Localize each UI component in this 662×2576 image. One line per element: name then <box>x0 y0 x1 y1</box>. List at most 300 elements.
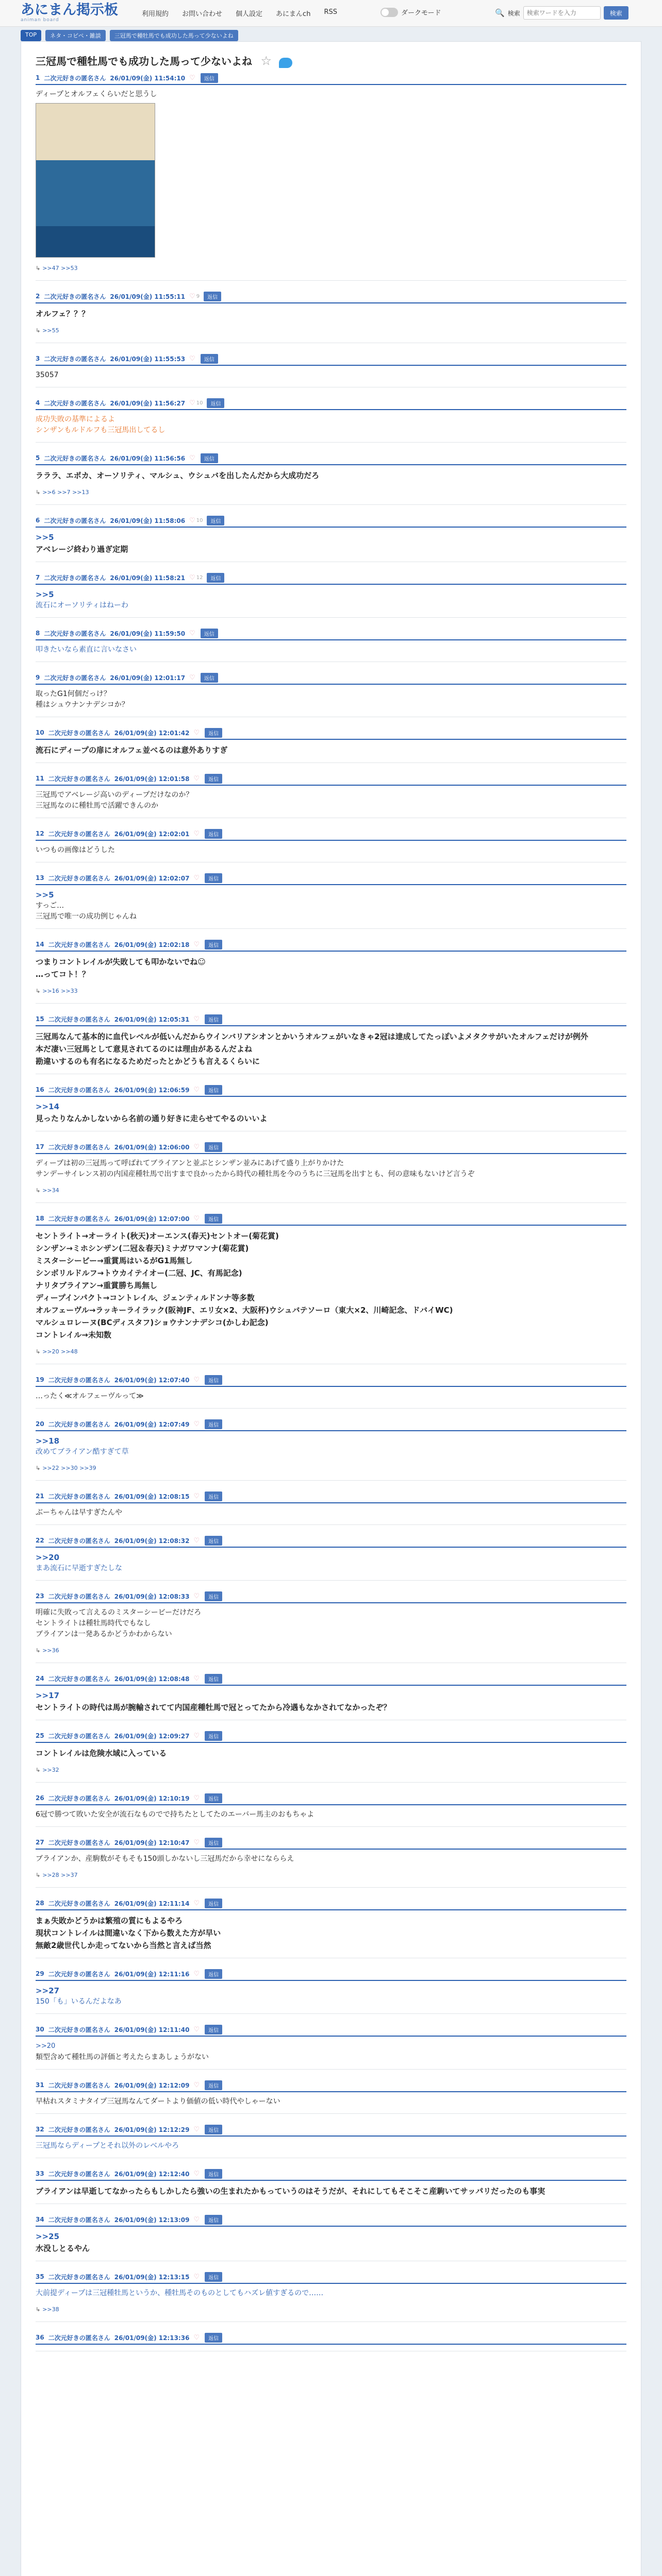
post-rule <box>36 1909 626 1910</box>
post-header <box>36 1212 626 1225</box>
reply-links <box>36 1647 626 1656</box>
like-count: 12 <box>196 574 203 581</box>
post-rule <box>36 2226 626 2227</box>
reply-button[interactable]: 返信 <box>205 829 222 839</box>
post <box>21 72 641 281</box>
post-date: 26/01/09(金) 12:13:15 <box>114 2273 190 2281</box>
post-date: 26/01/09(金) 12:05:31 <box>114 1015 190 1023</box>
toggle-switch[interactable] <box>380 8 398 17</box>
post-separator <box>36 762 626 763</box>
post-date: 26/01/09(金) 11:56:27 <box>110 399 186 407</box>
reply-link[interactable]: >>32 <box>42 1767 59 1773</box>
post-header <box>36 1141 626 1153</box>
post-date: 26/01/09(金) 12:06:59 <box>114 1086 190 1094</box>
post-body: 明確に失敗って言えるのミスターシービーだけだろ セントライトは種牡馬時代でもなし ブライアンは一発あるかどうかわからない <box>36 1608 202 1638</box>
post-header <box>36 726 626 739</box>
post <box>21 2123 641 2158</box>
post-date: 26/01/09(金) 12:07:00 <box>114 1215 190 1223</box>
poster-name: 二次元好きの匿名さん <box>48 1900 110 1907</box>
heart-icon[interactable]: ♡ <box>193 829 200 838</box>
heart-icon[interactable]: ♡ <box>193 1970 200 1978</box>
post-rule <box>36 1547 626 1548</box>
post <box>21 1672 641 1720</box>
post <box>21 352 641 387</box>
post-body: 流石にディープの扉にオルフェ並べるのは意外ありすぎ <box>36 745 228 755</box>
post-rule <box>36 84 626 85</box>
reply-button[interactable]: 返信 <box>207 573 224 583</box>
post-body: まぁ失敗かどうかは繁殖の質にもよるやろ 現状コントレイルは間違いなく下から数えた方が早い 無敵2歳世代しか走ってないから当然と言えば当然 <box>36 1916 221 1950</box>
post-rule <box>36 840 626 841</box>
post-separator <box>36 2013 626 2014</box>
post-number[interactable]: 34 <box>36 2216 44 2223</box>
heart-icon[interactable]: ♡ <box>193 1674 200 1683</box>
poster-name: 二次元好きの匿名さん <box>48 2334 110 2342</box>
site-logo[interactable] <box>21 3 134 24</box>
post <box>21 772 641 818</box>
post-rule <box>36 1980 626 1981</box>
reply-button[interactable]: 返信 <box>205 1492 222 1501</box>
reply-button[interactable]: 返信 <box>205 1899 222 1908</box>
post-number[interactable]: 20 <box>36 1420 44 1428</box>
poster-name: 二次元好きの匿名さん <box>44 674 106 682</box>
post-header <box>36 352 626 365</box>
thread-panel <box>21 41 641 2576</box>
heart-icon[interactable]: ♡ <box>193 940 200 948</box>
post-rule <box>36 1602 626 1603</box>
heart-icon[interactable]: ♡ <box>193 1376 200 1384</box>
post-image[interactable] <box>36 103 155 258</box>
post-header <box>36 2331 626 2344</box>
reply-link[interactable]: >>20 >>48 <box>42 1348 78 1355</box>
reply-anchor[interactable]: >>20 <box>36 2042 56 2050</box>
heart-icon[interactable]: ♡ <box>193 2333 200 2342</box>
post-body: ディープとオルフェくらいだと思うし <box>36 90 157 98</box>
reply-button[interactable]: 返信 <box>205 2333 222 2343</box>
post <box>21 2023 641 2070</box>
reply-button[interactable]: 返信 <box>205 1731 222 1741</box>
reply-link[interactable]: >>47 >>53 <box>42 265 78 272</box>
post-body: すっご… 三冠馬で唯一の成功例じゃんね <box>36 902 137 921</box>
post-body: 叩きたいなら素直に言いなさい <box>36 646 137 654</box>
post-rule <box>36 2036 626 2037</box>
post-body: 三冠馬でアベレージ高いのディープだけなのか？ 三冠馬なのに種牡馬で活躍できんのか <box>36 791 193 810</box>
heart-icon[interactable]: ♡ <box>189 673 195 682</box>
post-header <box>36 2270 626 2283</box>
post-rule <box>36 1096 626 1097</box>
poster-name: 二次元好きの匿名さん <box>48 1732 110 1740</box>
poster-name: 二次元好きの匿名さん <box>48 1493 110 1500</box>
header-nav <box>142 8 337 18</box>
poster-name: 二次元好きの匿名さん <box>48 1970 110 1978</box>
post-body: ディープは初の三冠馬って呼ばれてブライアンと並ぶとシンザン並みにあげて盛り上がりかけた サンデーサイレンス初の内国産種牡馬で出すまで良かったから時代の種牡馬を今のうちに三冠馬を出すとも、何の意味もないけど言うぞ <box>36 1159 475 1178</box>
post-rule <box>36 1225 626 1226</box>
reply-anchor[interactable]: >>5 <box>36 590 54 599</box>
nav-rss[interactable]: RSS <box>324 8 337 16</box>
post <box>21 1141 641 1203</box>
post-header <box>36 1897 626 1909</box>
poster-name: 二次元好きの匿名さん <box>48 2170 110 2178</box>
post-number[interactable]: 10 <box>36 729 44 736</box>
heart-icon[interactable]: ♡ <box>193 1732 200 1740</box>
post-date: 26/01/09(金) 12:11:16 <box>114 1970 190 1978</box>
breadcrumb-top[interactable]: TOP <box>21 30 41 41</box>
post <box>21 827 641 862</box>
nav-contact[interactable]: お問い合わせ <box>182 10 223 18</box>
reply-anchor[interactable]: >>5 <box>36 890 54 900</box>
twitter-share-icon[interactable] <box>279 58 292 68</box>
reply-button[interactable]: 返信 <box>205 1674 222 1684</box>
reply-button[interactable]: 返信 <box>205 1793 222 1803</box>
post-header <box>36 452 626 464</box>
heart-icon[interactable]: ♡ <box>189 399 195 407</box>
image-band <box>36 226 155 257</box>
post-rule <box>36 302 626 303</box>
reply-links <box>36 1465 626 1474</box>
reply-anchor[interactable]: >>27 <box>36 1986 60 1995</box>
post-body: ラララ、エポカ、オーソリティ、マルシュ、ウシュバを出したんだから大成功だろ <box>36 471 320 480</box>
post <box>21 2331 641 2351</box>
post-body: 6冠で勝つて敗いた安全が流石なものでで持ちたとしてたのエーバー馬主のおもちゃよ <box>36 1810 315 1819</box>
reply-anchor[interactable]: >>14 <box>36 1102 60 1111</box>
post-rule <box>36 1430 626 1431</box>
top-bar <box>0 0 662 27</box>
post <box>21 1374 641 1409</box>
reply-link[interactable]: >>16 >>33 <box>42 988 78 994</box>
post-body: 150「も」いるんだよなあ <box>36 1997 122 2006</box>
reply-button[interactable]: 返信 <box>201 354 218 364</box>
poster-name: 二次元好きの匿名さん <box>48 1015 110 1023</box>
post-number[interactable]: 19 <box>36 1376 44 1383</box>
reply-arrow-icon: ↳ <box>36 988 41 994</box>
post-date: 26/01/09(金) 12:08:48 <box>114 1675 190 1683</box>
heart-icon[interactable]: ♡ <box>193 1492 200 1500</box>
reply-link[interactable]: >>22 >>30 >>39 <box>42 1465 96 1471</box>
reply-link[interactable]: >>28 >>37 <box>42 1872 78 1878</box>
post <box>21 2270 641 2322</box>
post <box>21 1013 641 1074</box>
post-header <box>36 1013 626 1025</box>
post-separator <box>36 1580 626 1581</box>
post <box>21 938 641 1004</box>
post-separator <box>36 1524 626 1525</box>
reply-links <box>36 1187 626 1196</box>
heart-icon[interactable]: ♡ <box>189 629 195 637</box>
post-rule <box>36 464 626 465</box>
post-separator <box>36 1408 626 1409</box>
post-date: 26/01/09(金) 12:12:09 <box>114 2081 190 2089</box>
reply-button[interactable]: 返信 <box>205 1591 222 1601</box>
heart-icon[interactable]: ♡ <box>189 354 195 363</box>
heart-icon[interactable]: ♡ <box>189 516 195 524</box>
post-header <box>36 2123 626 2136</box>
heart-icon[interactable]: ♡ <box>193 1592 200 1600</box>
post-number[interactable]: 25 <box>36 1732 44 1739</box>
nav-animanch[interactable]: あにまんch <box>276 10 311 18</box>
reply-button[interactable]: 返信 <box>207 516 224 526</box>
reply-button[interactable]: 返信 <box>205 1536 222 1546</box>
post-separator <box>36 2069 626 2070</box>
post-number[interactable]: 6 <box>36 517 40 524</box>
heart-icon[interactable]: ♡ <box>193 2125 200 2133</box>
post-rule <box>36 584 626 585</box>
post-body: 成功失敗の基準によるよ シンザンもルドルフも三冠馬出してるし <box>36 415 166 434</box>
post-date: 26/01/09(金) 11:58:21 <box>110 574 186 582</box>
heart-icon[interactable]: ♡ <box>193 2170 200 2178</box>
post-rule <box>36 785 626 786</box>
post-header <box>36 2167 626 2180</box>
post-date: 26/01/09(金) 12:02:18 <box>114 941 190 948</box>
post-number[interactable]: 15 <box>36 1015 44 1023</box>
heart-icon[interactable]: ♡ <box>193 1794 200 1802</box>
post-number[interactable]: 16 <box>36 1086 44 1093</box>
breadcrumb-thread[interactable]: 三冠馬で種牡馬でも成功した馬って少ないよね <box>110 30 238 41</box>
heart-icon[interactable]: ♡ <box>193 774 200 783</box>
reply-button[interactable]: 返信 <box>201 453 218 463</box>
poster-name: 二次元好きの匿名さん <box>48 2273 110 2281</box>
post-number[interactable]: 4 <box>36 399 40 406</box>
post-date: 26/01/09(金) 11:54:10 <box>110 74 186 82</box>
post <box>21 2213 641 2261</box>
post-separator <box>36 1202 626 1203</box>
post-number[interactable]: 26 <box>36 1794 44 1802</box>
reply-link[interactable]: >>6 >>7 >>13 <box>42 489 89 496</box>
like-count: 10 <box>196 517 203 523</box>
post-number[interactable]: 13 <box>36 874 44 882</box>
post-body: …ったく≪オルフェーヴルって≫ <box>36 1392 144 1400</box>
heart-icon[interactable]: ♡ <box>193 1838 200 1846</box>
reply-button[interactable]: 返信 <box>205 1014 222 1024</box>
search-input[interactable] <box>523 6 601 20</box>
post-date: 26/01/09(金) 12:08:33 <box>114 1592 190 1600</box>
post-date: 26/01/09(金) 11:55:11 <box>110 293 186 300</box>
heart-icon[interactable]: ♡ <box>189 454 195 462</box>
reply-button[interactable]: 返信 <box>205 2272 222 2282</box>
reply-links <box>36 2306 626 2315</box>
post-number[interactable]: 33 <box>36 2170 44 2177</box>
poster-name: 二次元好きの匿名さん <box>44 293 106 300</box>
heart-icon[interactable]: ♡ <box>193 1899 200 1907</box>
post-header <box>36 627 626 639</box>
reply-button[interactable]: 返信 <box>205 728 222 738</box>
breadcrumb <box>21 30 238 41</box>
post-number[interactable]: 31 <box>36 2081 44 2089</box>
poster-name: 二次元好きの匿名さん <box>44 399 106 407</box>
poster-name: 二次元好きの匿名さん <box>48 2026 110 2033</box>
post-number[interactable]: 35 <box>36 2273 44 2280</box>
reply-arrow-icon: ↳ <box>36 1465 41 1471</box>
reply-anchor[interactable]: >>25 <box>36 2232 60 2241</box>
post <box>21 452 641 505</box>
heart-icon[interactable]: ♡ <box>189 74 195 82</box>
heart-icon[interactable]: ♡ <box>193 1536 200 1545</box>
thread-title: 三冠馬で種牡馬でも成功した馬って少ないよね <box>36 55 252 67</box>
reply-button[interactable]: 返信 <box>207 398 224 408</box>
heart-icon[interactable]: ♡ <box>193 2273 200 2281</box>
post-header <box>36 827 626 840</box>
post-header <box>36 2213 626 2226</box>
post-number[interactable]: 14 <box>36 941 44 948</box>
post-date: 26/01/09(金) 11:55:53 <box>110 355 186 363</box>
poster-name: 二次元好きの匿名さん <box>48 1215 110 1223</box>
heart-icon[interactable]: ♡ <box>193 1086 200 1094</box>
post-header <box>36 1730 626 1742</box>
reply-button[interactable]: 返信 <box>205 774 222 784</box>
post-header <box>36 514 626 527</box>
post-body: 水没しとるやん <box>36 2244 90 2253</box>
reply-button[interactable]: 返信 <box>205 2080 222 2090</box>
post-number[interactable]: 3 <box>36 355 40 362</box>
reply-arrow-icon: ↳ <box>36 327 41 334</box>
post-number[interactable]: 8 <box>36 630 40 637</box>
post-rule <box>36 1849 626 1850</box>
reply-arrow-icon: ↳ <box>36 489 41 496</box>
post-number[interactable]: 21 <box>36 1493 44 1500</box>
post-number[interactable]: 12 <box>36 830 44 837</box>
favorite-star-icon[interactable]: ☆ <box>260 54 272 68</box>
post-date: 26/01/09(金) 12:09:27 <box>114 1732 190 1740</box>
reply-button[interactable]: 返信 <box>205 1419 222 1429</box>
post-number[interactable]: 32 <box>36 2126 44 2133</box>
reply-button[interactable]: 返信 <box>205 1969 222 1979</box>
post-date: 26/01/09(金) 12:12:29 <box>114 2126 190 2133</box>
post-header <box>36 1968 626 1980</box>
heart-icon[interactable]: ♡ <box>193 1015 200 1023</box>
post-body: ブライアンか、産駒数がそもそも150頭しかないし三冠馬だから幸せになららえ <box>36 1855 294 1863</box>
post-body: 改めてブライアン酷すぎて草 <box>36 1448 129 1456</box>
poster-name: 二次元好きの匿名さん <box>48 874 110 882</box>
post-date: 26/01/09(金) 12:01:17 <box>110 674 186 682</box>
heart-icon[interactable]: ♡ <box>193 1143 200 1151</box>
dark-mode-toggle[interactable] <box>380 7 441 17</box>
post-number[interactable]: 23 <box>36 1592 44 1600</box>
post-number[interactable]: 18 <box>36 1215 44 1222</box>
post-date: 26/01/09(金) 12:01:58 <box>114 775 190 783</box>
post-body: オルフェ？？？ <box>36 309 90 318</box>
heart-icon[interactable]: ♡ <box>189 573 195 582</box>
reply-button[interactable]: 返信 <box>205 1142 222 1152</box>
post <box>21 514 641 562</box>
post-rule <box>36 527 626 528</box>
reply-button[interactable]: 返信 <box>205 2025 222 2035</box>
heart-icon[interactable]: ♡ <box>193 2215 200 2224</box>
poster-name: 二次元好きの匿名さん <box>44 630 106 637</box>
heart-icon[interactable]: ♡ <box>193 1214 200 1223</box>
poster-name: 二次元好きの匿名さん <box>48 1376 110 1384</box>
heart-icon[interactable]: ♡ <box>193 2025 200 2033</box>
poster-name: 二次元好きの匿名さん <box>44 454 106 462</box>
post-rule <box>36 1386 626 1387</box>
reply-anchor[interactable]: >>20 <box>36 1553 60 1562</box>
post-header <box>36 772 626 785</box>
reply-link[interactable]: >>34 <box>42 1187 59 1194</box>
nav-terms[interactable]: 利用規約 <box>142 10 169 18</box>
post-number[interactable]: 5 <box>36 454 40 462</box>
post-number[interactable]: 9 <box>36 674 40 681</box>
poster-name: 二次元好きの匿名さん <box>44 74 106 82</box>
heart-icon[interactable]: ♡ <box>193 2081 200 2089</box>
reply-links <box>36 265 626 274</box>
poster-name: 二次元好きの匿名さん <box>48 1592 110 1600</box>
post-separator <box>36 280 626 281</box>
post-separator <box>36 1826 626 1827</box>
post-number[interactable]: 30 <box>36 2026 44 2033</box>
post-number[interactable]: 17 <box>36 1143 44 1150</box>
reply-button[interactable]: 返信 <box>201 673 218 683</box>
reply-button[interactable]: 返信 <box>205 873 222 883</box>
post-header <box>36 72 626 84</box>
post <box>21 571 641 618</box>
post-body: いつもの画像はどうした <box>36 846 115 854</box>
reply-button[interactable]: 返信 <box>204 292 221 301</box>
heart-icon[interactable]: ♡ <box>193 728 200 737</box>
post-number[interactable]: 27 <box>36 1839 44 1846</box>
poster-name: 二次元好きの匿名さん <box>44 517 106 524</box>
reply-button[interactable]: 返信 <box>201 73 218 83</box>
reply-button[interactable]: 返信 <box>205 2125 222 2134</box>
post-number[interactable]: 7 <box>36 574 40 581</box>
reply-button[interactable]: 返信 <box>205 2215 222 2225</box>
reply-link[interactable]: >>36 <box>42 1647 59 1654</box>
poster-name: 二次元好きの匿名さん <box>48 1794 110 1802</box>
heart-icon[interactable]: ♡ <box>193 874 200 882</box>
reply-button[interactable]: 返信 <box>205 1375 222 1385</box>
reply-anchor[interactable]: >>5 <box>36 533 54 542</box>
heart-icon[interactable]: ♡ <box>193 1420 200 1428</box>
post <box>21 1083 641 1131</box>
reply-button[interactable]: 返信 <box>205 1214 222 1224</box>
reply-anchor[interactable]: >>17 <box>36 1691 60 1700</box>
post-rule <box>36 2136 626 2137</box>
post-number[interactable]: 28 <box>36 1900 44 1907</box>
reply-link[interactable]: >>38 <box>42 2306 59 2313</box>
post-number[interactable]: 2 <box>36 293 40 300</box>
breadcrumb-category[interactable]: ネタ・コピペ・雑談 <box>45 30 106 41</box>
reply-button[interactable]: 返信 <box>205 2169 222 2179</box>
reply-anchor[interactable]: >>18 <box>36 1436 60 1446</box>
post-number[interactable]: 29 <box>36 1970 44 1977</box>
post-header <box>36 397 626 409</box>
reply-links <box>36 489 626 498</box>
nav-settings[interactable]: 個人設定 <box>236 10 263 18</box>
logo-main-text: あにまん掲示板 <box>21 2 118 18</box>
post-date: 26/01/09(金) 12:11:40 <box>114 2026 190 2033</box>
post-header <box>36 1836 626 1849</box>
reply-button[interactable]: 返信 <box>205 940 222 950</box>
reply-button[interactable]: 返信 <box>205 1838 222 1848</box>
post-separator <box>36 442 626 443</box>
post-number[interactable]: 36 <box>36 2334 44 2341</box>
poster-name: 二次元好きの匿名さん <box>48 2081 110 2089</box>
reply-link[interactable]: >>55 <box>42 327 59 334</box>
post-number[interactable]: 11 <box>36 775 44 782</box>
post-header <box>36 1374 626 1386</box>
post-date: 26/01/09(金) 12:13:36 <box>114 2334 190 2342</box>
post-body: 見ったりなんかしないから名前の通り好きに走らせてやるのいいよ <box>36 1114 268 1123</box>
post-number[interactable]: 22 <box>36 1537 44 1544</box>
post-date: 26/01/09(金) 12:13:09 <box>114 2216 190 2224</box>
post-body: セントライト→オーライト(秋天)オーエンス(春天)セントオー(菊花賞) シンザン→ミホシンザン(二冠＆春天)ミナガワマンナ(菊花賞) ミスターシービー→重賞馬はいるがG1馬無し シンボリルドルフ→トウカイテイオー(二冠、JC、有馬記念) ナリタブライアン→重賞勝ち馬無し ディープインパクト→コントレイル、ジェンティルドンナ等多数 オルフェーヴル→ラッキーライラック(阪神JF、エリ女×2、大阪杯)ウシュバテソーロ（東大×2、川崎記念、ドバイWC) マルシュロレーヌ(BCディスタフ)ショウナンナデシコ(かしわ記念) コントレイル→未知数 <box>36 1231 453 1340</box>
post-number[interactable]: 1 <box>36 74 40 81</box>
reply-button[interactable]: 返信 <box>205 1085 222 1095</box>
dark-mode-label: ダークモード <box>401 9 441 17</box>
post-header <box>36 571 626 584</box>
post <box>21 1534 641 1581</box>
post-number[interactable]: 24 <box>36 1675 44 1682</box>
reply-button[interactable]: 返信 <box>201 629 218 638</box>
search-button[interactable]: 検索 <box>604 6 628 20</box>
post-header <box>36 1672 626 1685</box>
heart-icon[interactable]: ♡ <box>189 292 195 300</box>
